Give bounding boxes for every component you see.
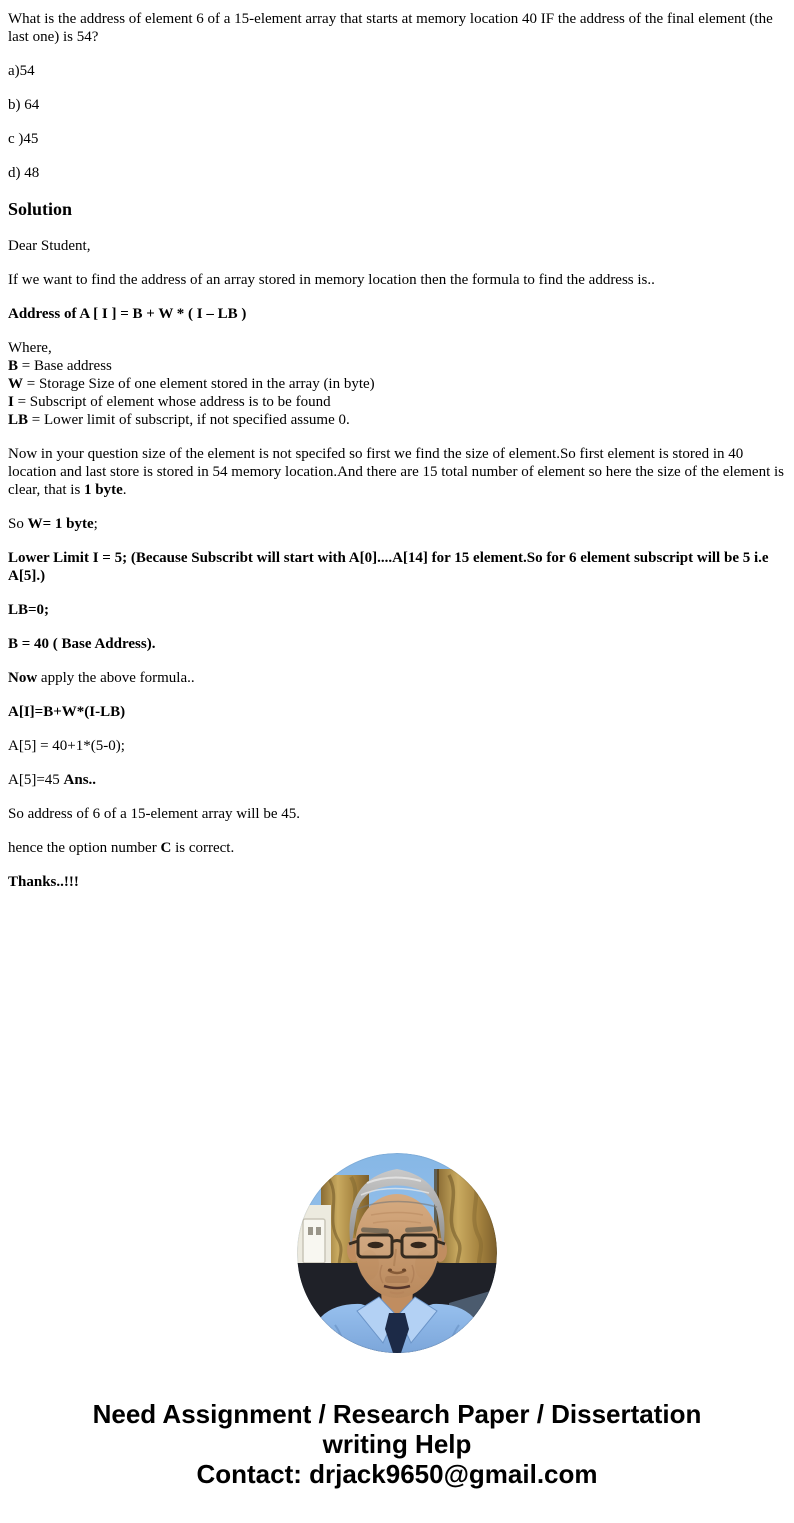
def-rest: = Storage Size of one element stored in the array (in byte) xyxy=(23,376,375,392)
def-term: I xyxy=(8,394,14,410)
footer-line-1: Need Assignment / Research Paper / Dissertation xyxy=(92,1399,702,1429)
solution-heading: Solution xyxy=(8,199,73,219)
tutor-photo xyxy=(297,1153,497,1353)
correct-option-tail: is correct. xyxy=(171,840,235,856)
intro-text: If we want to find the address of an array stored in memory location then the formula to find the address is.. xyxy=(8,272,655,288)
now-apply-bold: Now xyxy=(8,670,38,686)
w-value xyxy=(8,515,786,533)
option-c: c )45 xyxy=(8,131,39,147)
base-address: B = 40 ( Base Address). xyxy=(8,636,156,652)
option-a: a)54 xyxy=(8,63,35,79)
answer-label: Ans.. xyxy=(63,772,97,788)
option-b: b) 64 xyxy=(8,97,40,113)
conclusion: So address of 6 of a 15-element array will be 45. xyxy=(8,806,300,822)
w-value-tail: ; xyxy=(93,516,98,532)
question-text: What is the address of element 6 of a 15-element array that starts at memory location 40 IF the address of the final element (the last one) is 54? xyxy=(8,11,773,45)
now-apply xyxy=(8,669,786,687)
lb-value: LB=0; xyxy=(8,602,50,618)
def-rest: = Lower limit of subscript, if not specified assume 0. xyxy=(28,412,350,428)
whitespace-gap xyxy=(8,907,786,1153)
now-apply-tail: apply the above formula.. xyxy=(37,670,195,686)
footer-line-2: writing Help xyxy=(322,1429,472,1459)
size-explanation-text: Now in your question size of the element is not specifed so first we find the size of element.So first element is stored in 40 location and last store is stored in 54 memory location.And there are 15 total number of element so here the size of the element is clear, that is xyxy=(8,446,785,498)
def-term: W xyxy=(8,376,23,392)
footer-banner xyxy=(8,1399,786,1489)
w-value-bold: W= 1 byte xyxy=(27,516,94,532)
def-rest: = Base address xyxy=(18,358,112,374)
option-d: d) 48 xyxy=(8,165,40,181)
correct-option-letter: C xyxy=(160,840,172,856)
answer-line xyxy=(8,771,786,789)
def-rest: = Subscript of element whose address is to be found xyxy=(13,394,331,410)
size-explanation xyxy=(8,445,786,499)
def-term: LB xyxy=(8,412,29,428)
tutor-portrait-illustration xyxy=(297,1153,497,1353)
answer-value: A[5]=45 xyxy=(8,772,64,788)
calc-step: A[5] = 40+1*(5-0); xyxy=(8,738,125,754)
address-formula: Address of A [ I ] = B + W * ( I – LB ) xyxy=(8,306,247,322)
greeting: Dear Student, xyxy=(8,238,91,254)
definitions-block xyxy=(8,339,786,429)
formula-applied: A[I]=B+W*(I-LB) xyxy=(8,704,126,720)
lower-limit: Lower Limit I = 5; (Because Subscribt will start with A[0]....A[14] for 15 element.So for 6 element subscript will be 5 i.e A[5].) xyxy=(8,550,769,584)
thanks-line: Thanks..!!! xyxy=(8,874,79,890)
size-explanation-bold: 1 byte xyxy=(84,482,123,498)
correct-option-prefix: hence the option number xyxy=(8,840,161,856)
def-term: B xyxy=(8,358,19,374)
footer-contact-email: Contact: drjack9650@gmail.com xyxy=(196,1459,598,1489)
w-value-prefix: So xyxy=(8,516,28,532)
correct-option xyxy=(8,839,786,857)
where-label: Where, xyxy=(8,340,52,356)
size-explanation-tail: . xyxy=(122,482,127,498)
